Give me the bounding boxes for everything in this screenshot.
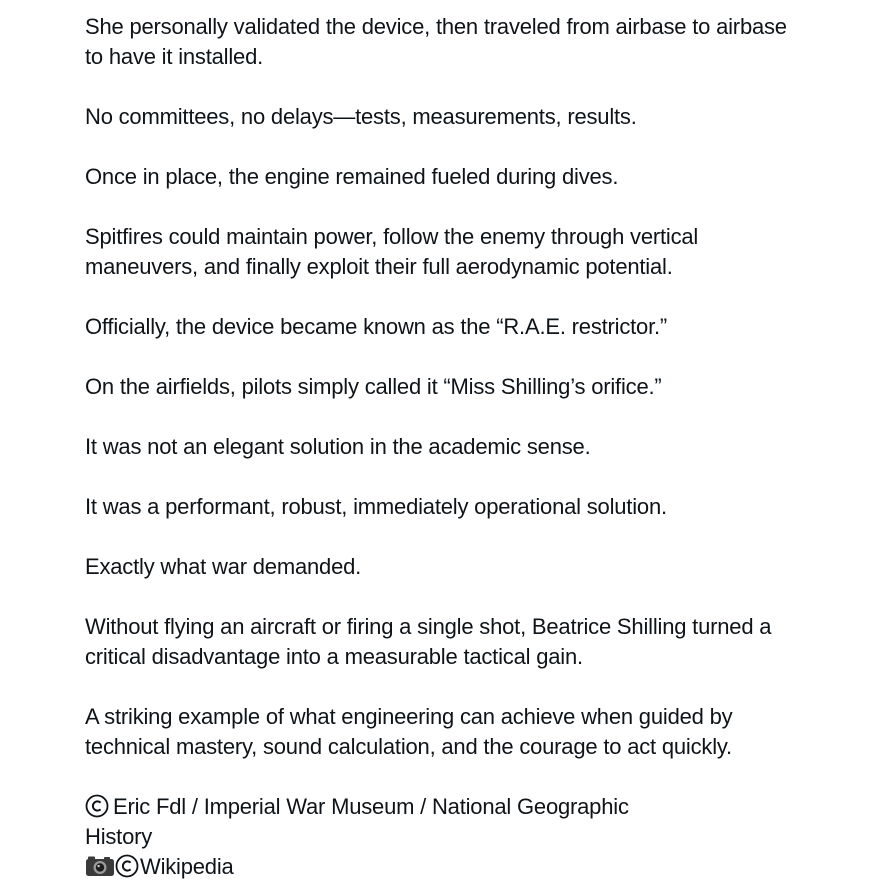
- credit-sources-text: Eric Fdl / Imperial War Museum / National Geographic History: [85, 794, 629, 849]
- camera-icon: [85, 855, 115, 877]
- post-paragraph: Without flying an aircraft or firing a single shot, Beatrice Shilling turned a critical disadvantage into a measurable tactical gain.: [85, 614, 772, 669]
- credit-line-wikipedia: [85, 852, 855, 882]
- post-paragraph: Spitfires could maintain power, follow the enemy through vertical maneuvers, and finally exploit their full aerodynamic potential.: [85, 224, 699, 279]
- post-paragraph: Once in place, the engine remained fueled during dives.: [85, 164, 619, 189]
- post-paragraph: No committees, no delays—tests, measurements, results.: [85, 104, 637, 129]
- copyright-icon: [115, 854, 139, 878]
- post-paragraph: On the airfields, pilots simply called it “Miss Shilling’s orifice.”: [85, 374, 662, 399]
- copyright-icon: [85, 794, 109, 818]
- credit-line-sources: [85, 792, 855, 852]
- post-paragraph: A striking example of what engineering can achieve when guided by technical mastery, sound calculation, and the courage to act quickly.: [85, 704, 733, 759]
- post-paragraph: Officially, the device became known as the “R.A.E. restrictor.”: [85, 314, 668, 339]
- post-paragraph: It was a performant, robust, immediately operational solution.: [85, 494, 667, 519]
- photo-credits: [85, 792, 855, 882]
- post-paragraph: It was not an elegant solution in the academic sense.: [85, 434, 591, 459]
- post-body: [85, 12, 855, 882]
- credit-wikipedia-text: Wikipedia: [140, 854, 234, 879]
- post-paragraph: Exactly what war demanded.: [85, 554, 362, 579]
- post-paragraph: She personally validated the device, then traveled from airbase to airbase to have it installed.: [85, 14, 787, 69]
